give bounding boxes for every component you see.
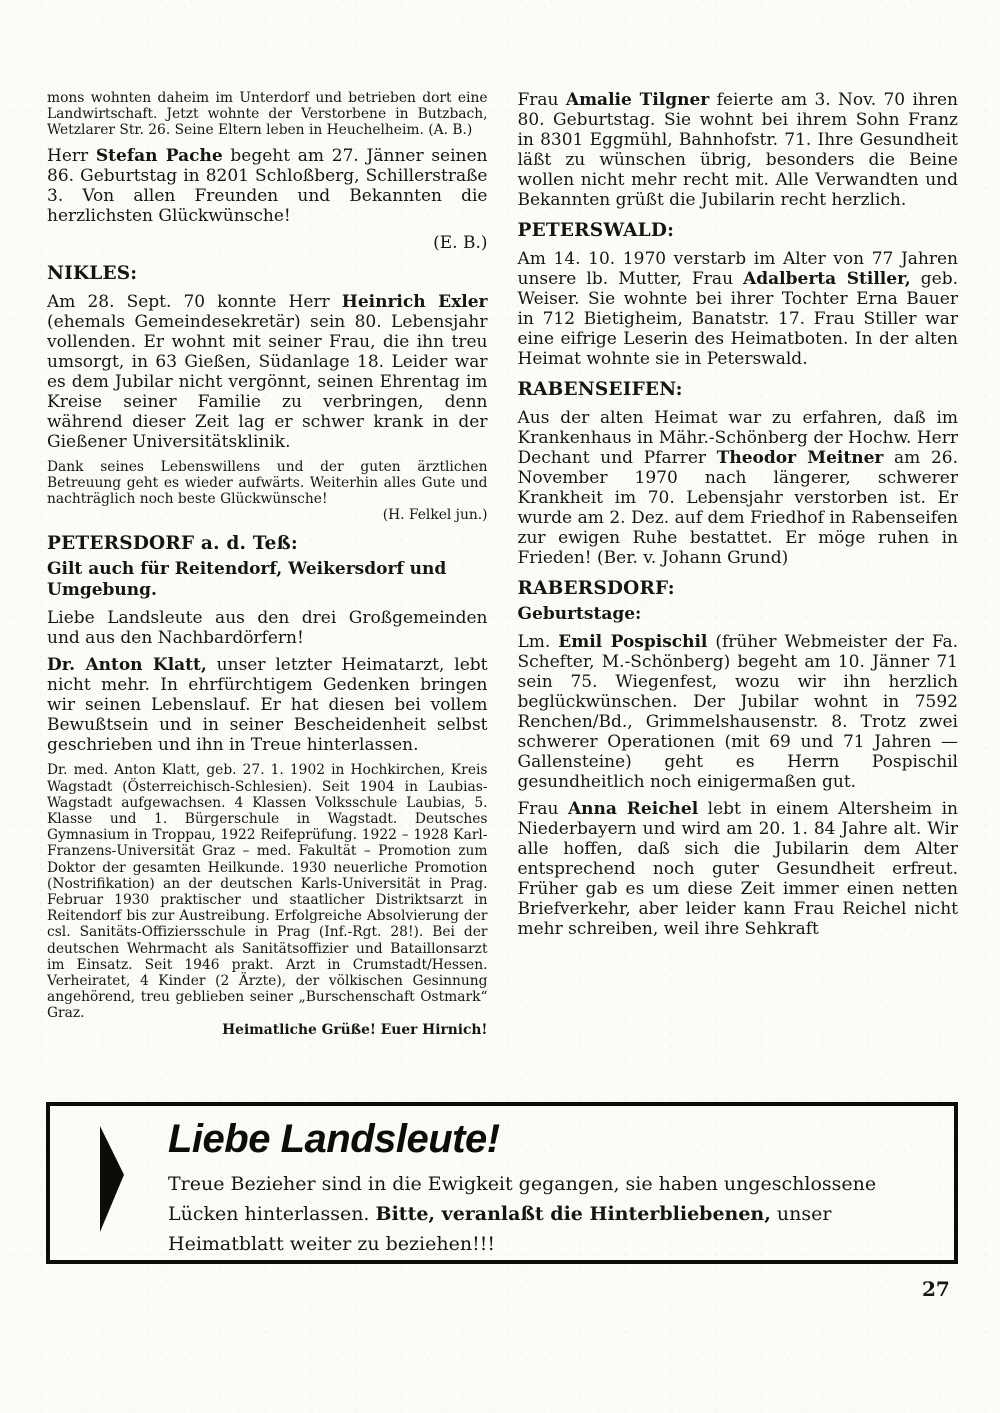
signature-hirnich: Heimatliche Grüße! Euer Hirnich! xyxy=(222,1021,488,1038)
notice-content xyxy=(50,1106,954,1259)
nikles-heading: NIKLES: xyxy=(47,262,138,284)
petersdorf-heading: PETERSDORF a. d. Teß: xyxy=(47,533,298,555)
geburtstage-subheading: Geburtstage: xyxy=(517,604,642,624)
rabenseifen-heading: RABENSEIFEN: xyxy=(517,379,683,400)
rabersdorf-heading: RABERSDORF: xyxy=(517,578,675,599)
obituary-continuation: mons wohnten daheim im Unterdorf und betrieben dort eine Landwirtschaft. Jetzt wohnte der Verstorbene in Butzbach, Wetzlarer Str. 26. Seine Eltern leben in Heuchelheim. (A. B.) xyxy=(47,90,488,139)
stefan-pache-birthday: Herr Stefan Pache begeht am 27. Jänner seinen 86. Geburtstag in 8201 Schloßberg, Schillerstraße 3. Von allen Freunden und Bekannten die herzlichsten Glückwünsche! xyxy=(47,145,488,226)
right-column xyxy=(518,90,959,1038)
petersdorf-subheading: Gilt auch für Reitendorf, Weikersdorf und Umgebung. xyxy=(47,559,447,601)
left-column xyxy=(47,90,488,1038)
page-number: 27 xyxy=(922,1277,950,1301)
signature-felkel: (H. Felkel jun.) xyxy=(382,507,488,524)
signature-eb: (E. B.) xyxy=(433,232,488,253)
text-columns xyxy=(47,90,958,1038)
notice-text: Treue Bezieher sind in die Ewigkeit gegangen, sie haben ungeschlossene Lücken hinterlassen. Bitte, veranlaßt die Hinterbliebenen, unser Heimatblatt weiter zu beziehen!!! xyxy=(168,1173,877,1255)
anna-reichel-birthday: Frau Anna Reichel lebt in einem Altersheim in Niederbayern und wird am 20. 1. 84 Jahre alt. Wir alle hoffen, daß sich die Jubilarin dem Alter entsprechend noch guter Gesundheit erfreut. Früher gab es um diese Zeit immer einen netten Briefverkehr, aber leider kann Frau Reichel nicht mehr schreiben, weil ihre Sehkraft xyxy=(517,799,958,939)
anton-klatt-obituary: Dr. Anton Klatt, unser letzter Heimatarzt, lebt nicht mehr. In ehrfürchtigem Gedenken bringen wir seinen Lebenslauf. Er hat diesen bei vollem Bewußtsein und in seiner Bescheidenheit selbst geschrieben und ihn in Treue hinterlassen. xyxy=(47,655,488,756)
theodor-meitner-obituary: Aus der alten Heimat war zu erfahren, daß im Krankenhaus in Mähr.-Schönberg der Hochw. Herr Dechant und Pfarrer Theodor Meitner am 26. November 1970 nach längerer, schwerer Krankheit im 70. Lebensjahr verstorben ist. Er wurde am 2. Dez. auf dem Friedhof in Rabenseifen zur ewigen Ruhe bestattet. Er möge ruhen in Frieden! (Ber. v. Johann Grund) xyxy=(517,408,958,568)
amalie-tilgner-birthday: Frau Amalie Tilgner feierte am 3. Nov. 70 ihren 80. Geburtstag. Sie wohnt bei ihrem Sohn Franz in 8301 Eggmühl, Bahnhofstr. 71. Ihre Gesundheit läßt zu wünschen übrig, besonders die Beine wollen nicht mehr recht mit. Alle Verwandten und Bekannten grüßt die Jubilarin recht herzlich. xyxy=(517,90,958,210)
heinrich-exler-jubilee: Am 28. Sept. 70 konnte Herr Heinrich Exler (ehemals Gemeindesekretär) sein 80. Lebensjahr vollenden. Er wohnt mit seiner Frau, die ihn treu umsorgt, in 63 Gießen, Südanlage 18. Leider war es dem Jubilar nicht vergönnt, seinen Ehrentag im Kreise seiner Familie zu verbringen, denn während dieser Zeit lag er schwer krank in der Gießener Universitätsklinik. xyxy=(47,291,488,452)
petersdorf-greeting: Liebe Landsleute aus den drei Großgemeinden und aus den Nachbardörfern! xyxy=(47,608,488,649)
emil-pospischil-birthday: Lm. Emil Pospischil (früher Webmeister der Fa. Schefter, M.-Schönberg) begeht am 10. Jänner 71 sein 75. Wiegenfest, wozu wir ihn herzlich beglückwünschen. Der Jubilar wohnt in 7592 Renchen/Bd., Grimmelshausenstr. 8. Trotz zwei schwerer Operationen (mit 69 und 71 Jahren — Gallensteine) geht es Herrn Pospischil gesundheitlich noch einigermaßen gut. xyxy=(517,632,959,792)
anton-klatt-biography: Dr. med. Anton Klatt, geb. 27. 1. 1902 in Hochkirchen, Kreis Wagstadt (Österreichisch-Schlesien). Seit 1904 in Laubias-Wagstadt aufgewachsen. 4 Klassen Volksschule Laubias, 5. Klasse und 1. Bürgerschule in Wagstadt. Deutsches Gymnasium in Troppau, 1922 Reifeprüfung. 1922 – 1928 Karl-Franzens-Universität Graz – med. Fakultät – Promotion zum Doktor der gesamten Heilkunde. 1930 neuerliche Promotion (Nostrifikation) an der deutschen Karls-Universität in Prag. Februar 1930 praktischer und staatlicher Distriktsarzt in Reitendorf bis zur Austreibung. Erfolgreiche Absolvierung der csl. Sanitäts-Offiziersschule in Prag (Inf.-Rgt. 28!). Bei der deutschen Wehrmacht als Sanitätsoffizier und Bataillonsarzt im Einsatz. Seit 1946 prakt. Arzt in Crumstadt/Hessen. Verheiratet, 4 Kinder (2 Ärzte), der völkischen Gesinnung angehörend, treu geblieben seiner „Burschenschaft Ostmark“ Graz. xyxy=(47,762,488,1022)
peterswald-heading: PETERSWALD: xyxy=(517,220,675,241)
adalberta-stiller-obituary: Am 14. 10. 1970 verstarb im Alter von 77 Jahren unsere lb. Mutter, Frau Adalberta Stiller, geb. Weiser. Sie wohnte bei ihrer Tochter Erna Bauer in 712 Bietigheim, Banatstr. 17. Frau Stiller war eine eifrige Leserin des Heimatboten. In der alten Heimat wohnte sie in Peterswald. xyxy=(517,249,958,369)
exler-recovery-note: Dank seines Lebenswillens und der guten ärztlichen Betreuung geht es wieder aufwärts. Weiterhin alles Gute und nachträglich noch beste Glückwünsche! xyxy=(47,458,488,508)
notice-box xyxy=(46,1102,958,1264)
notice-title: Liebe Landsleute! xyxy=(168,1117,500,1161)
